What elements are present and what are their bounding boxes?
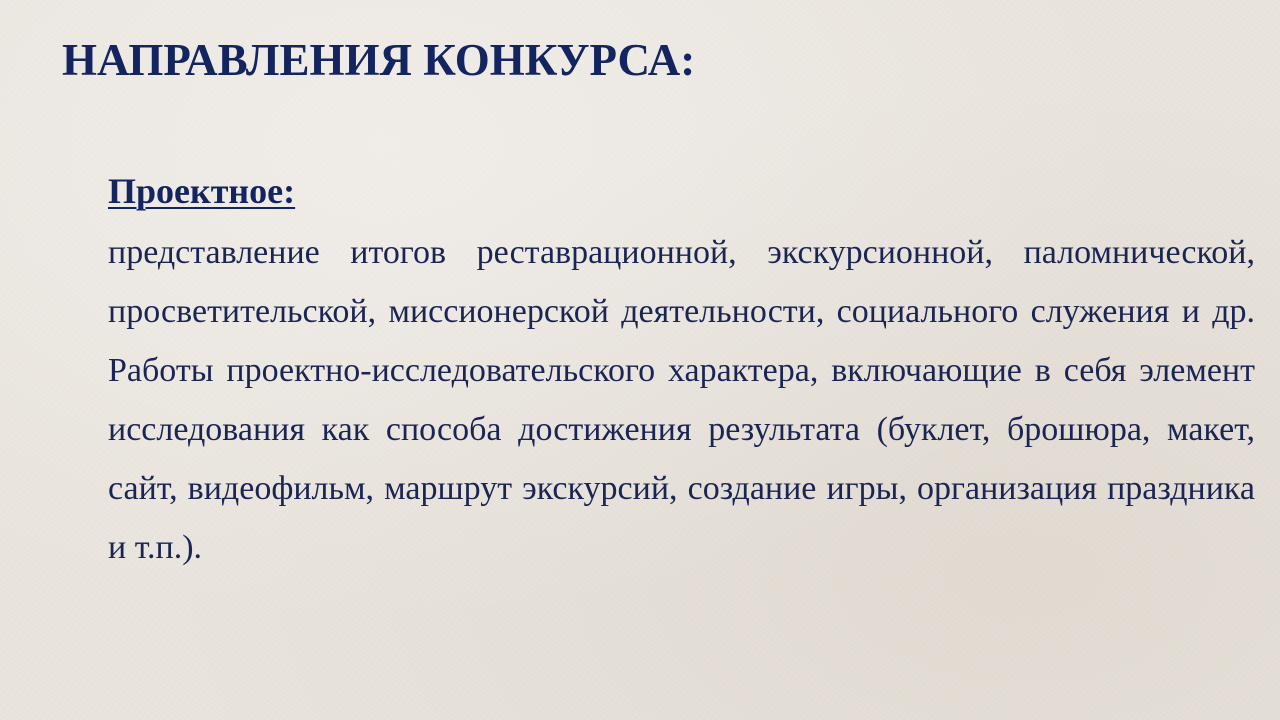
section-content [108,163,1255,577]
section-body-text: представление итогов реставрационной, экскурсионной, паломнической, просветительской, миссионерской деятельности, социального служения и др. Работы проектно-исследовательского характера, включающие в себя элемент исследования как способа достижения результата (буклет, брошюра, макет, сайт, видеофильм, маршрут экскурсий, создание игры, организация праздника и т.п.). [108,234,1255,566]
slide-title: НАПРАВЛЕНИЯ КОНКУРСА: [62,35,696,85]
section-heading: Проектное: [108,171,296,211]
